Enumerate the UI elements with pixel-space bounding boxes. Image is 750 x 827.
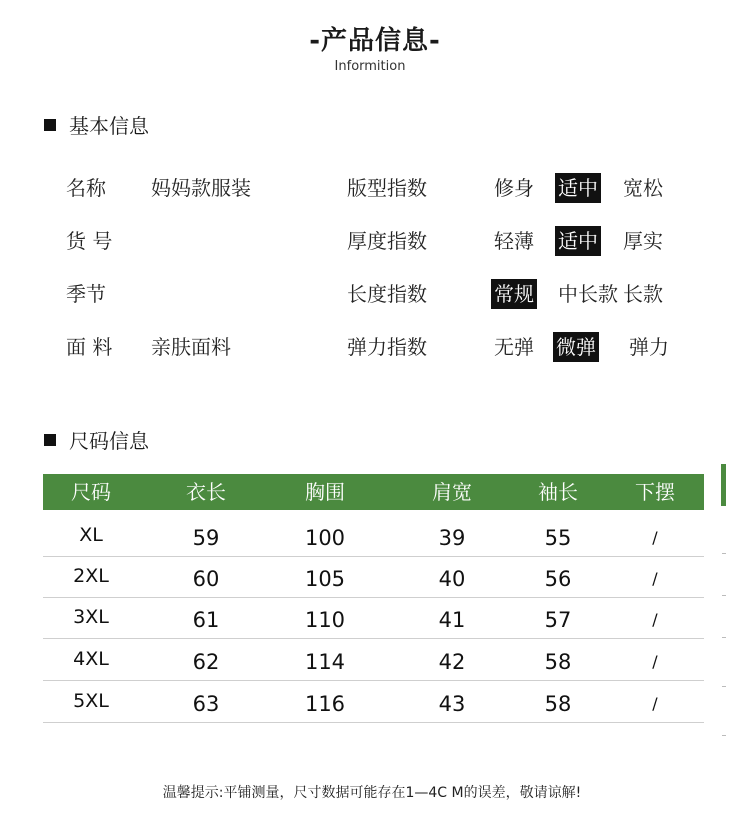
index-option: 弹力 (629, 335, 669, 359)
index-option: 轻薄 (494, 229, 534, 253)
column-header: 肩宽 (432, 480, 472, 504)
table-cell: 116 (304, 692, 346, 716)
index-label: 长度指数 (347, 282, 427, 306)
column-header: 衣长 (186, 480, 226, 504)
table-cell: / (652, 528, 658, 547)
index-label: 版型指数 (347, 176, 427, 200)
table-row (43, 557, 704, 598)
table-cell: 39 (438, 526, 466, 550)
decorative-tick (722, 686, 726, 687)
size-info-heading (44, 425, 149, 454)
index-option: 微弹 (553, 332, 599, 362)
decorative-tick (722, 553, 726, 554)
info-row-thickness (0, 226, 750, 256)
table-cell: 3XL (73, 606, 109, 628)
info-label: 名称 (66, 176, 106, 200)
table-cell: 56 (544, 567, 572, 591)
page-subtitle: Informition (334, 59, 406, 74)
table-cell: 114 (304, 650, 346, 674)
table-cell: 5XL (73, 690, 109, 712)
table-cell: 60 (192, 567, 220, 591)
info-label: 面 料 (66, 335, 113, 359)
basic-info-heading (44, 110, 149, 139)
column-header: 尺码 (71, 480, 111, 504)
index-option: 厚实 (623, 229, 663, 253)
table-cell: / (652, 569, 658, 588)
page-title: -产品信息- (309, 26, 441, 56)
square-bullet-icon (44, 434, 56, 446)
decorative-tick (722, 595, 726, 596)
table-cell: / (652, 694, 658, 713)
index-option: 长款 (623, 282, 663, 306)
decorative-tick (722, 637, 726, 638)
decorative-accent-bar (721, 464, 726, 506)
table-cell: 58 (544, 650, 572, 674)
size-table-header (43, 474, 704, 510)
decorative-tick (722, 735, 726, 736)
table-row (43, 516, 704, 557)
index-option: 无弹 (494, 335, 534, 359)
table-cell: 58 (544, 692, 572, 716)
table-cell: 59 (192, 526, 220, 550)
square-bullet-icon (44, 119, 56, 131)
table-cell: 63 (192, 692, 220, 716)
table-cell: 2XL (73, 565, 109, 587)
table-cell: 100 (304, 526, 346, 550)
info-row-length (0, 279, 750, 309)
info-label: 货 号 (66, 229, 113, 253)
info-row-elasticity (0, 332, 750, 362)
table-cell: XL (79, 524, 103, 546)
index-option: 适中 (555, 226, 601, 256)
table-cell: 105 (304, 567, 346, 591)
info-row-fit (0, 173, 750, 203)
info-label: 季节 (66, 282, 106, 306)
info-value: 妈妈款服装 (151, 176, 251, 200)
index-label: 弹力指数 (347, 335, 427, 359)
index-option: 常规 (491, 279, 537, 309)
table-cell: 55 (544, 526, 572, 550)
footer-note: 温馨提示:平铺测量，尺寸数据可能存在1—4C M的误差，敬请谅解! (162, 785, 582, 801)
table-row (43, 682, 704, 723)
table-cell: 110 (304, 608, 346, 632)
table-cell: 40 (438, 567, 466, 591)
column-header: 袖长 (538, 480, 578, 504)
table-cell: 57 (544, 608, 572, 632)
info-value: 亲肤面料 (151, 335, 231, 359)
index-option: 宽松 (623, 176, 663, 200)
index-option: 适中 (555, 173, 601, 203)
table-cell: 41 (438, 608, 466, 632)
table-cell: 62 (192, 650, 220, 674)
column-header: 胸围 (305, 480, 345, 504)
index-option: 中长款 (558, 282, 618, 306)
table-row (43, 598, 704, 639)
table-cell: 61 (192, 608, 220, 632)
table-cell: 4XL (73, 648, 109, 670)
table-cell: / (652, 610, 658, 629)
table-cell: 42 (438, 650, 466, 674)
table-cell: 43 (438, 692, 466, 716)
basic-info-heading-text: 基本信息 (69, 114, 149, 138)
size-info-heading-text: 尺码信息 (69, 429, 149, 453)
table-cell: / (652, 652, 658, 671)
index-label: 厚度指数 (347, 229, 427, 253)
table-row (43, 640, 704, 681)
column-header: 下摆 (635, 480, 675, 504)
index-option: 修身 (494, 176, 534, 200)
